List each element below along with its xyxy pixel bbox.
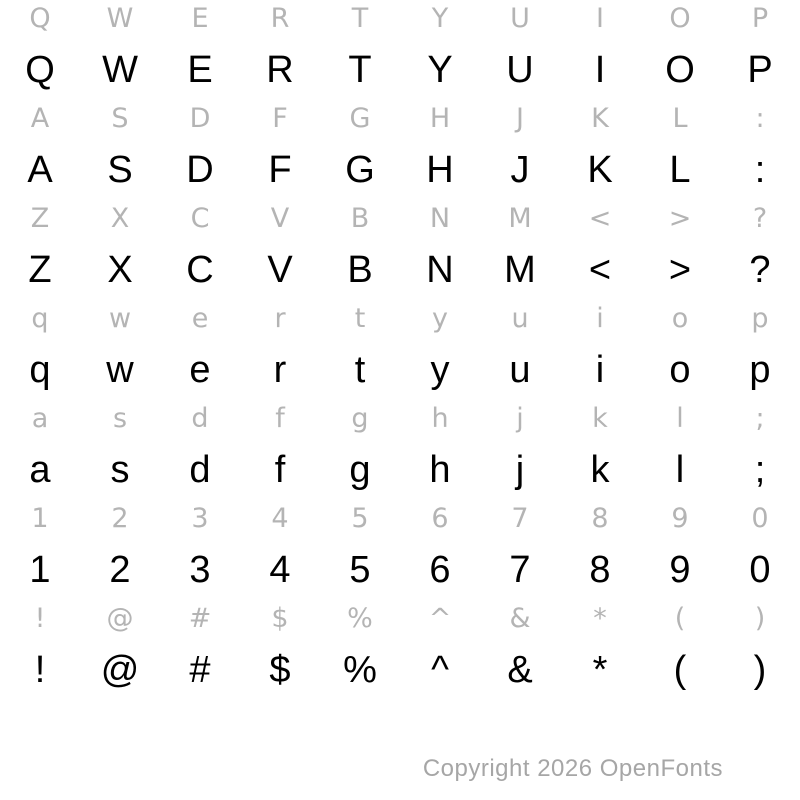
specimen-char: X xyxy=(107,249,133,291)
specimen-row-pair xyxy=(0,200,800,300)
specimen-char: q xyxy=(29,349,51,391)
specimen-row-pair xyxy=(0,100,800,200)
char-row-strong xyxy=(0,51,800,89)
specimen-char: N xyxy=(426,249,454,291)
specimen-char: y xyxy=(430,349,450,391)
specimen-char: J xyxy=(510,149,530,191)
specimen-char: Y xyxy=(431,3,449,34)
specimen-char: R xyxy=(270,3,290,34)
specimen-char: 6 xyxy=(431,503,449,534)
char-row-muted xyxy=(0,5,800,32)
specimen-char: P xyxy=(751,3,769,34)
specimen-char: M xyxy=(504,249,536,291)
specimen-char: < xyxy=(588,249,612,291)
specimen-char: w xyxy=(108,303,132,334)
specimen-char: 0 xyxy=(749,549,771,591)
specimen-char: U xyxy=(510,3,530,34)
specimen-char: # xyxy=(188,603,212,634)
specimen-char: N xyxy=(429,203,451,234)
specimen-char: t xyxy=(354,303,366,334)
specimen-char: 1 xyxy=(31,503,49,534)
specimen-char: f xyxy=(275,403,285,434)
specimen-char: k xyxy=(592,403,608,434)
specimen-char: i xyxy=(595,349,605,391)
specimen-char: e xyxy=(189,349,211,391)
specimen-char: d xyxy=(189,449,211,491)
specimen-char: j xyxy=(516,403,524,434)
specimen-char: R xyxy=(266,49,294,91)
char-row-strong xyxy=(0,551,800,589)
specimen-char: o xyxy=(671,303,689,334)
specimen-char: s xyxy=(112,403,128,434)
specimen-char: 3 xyxy=(189,549,211,591)
specimen-char: h xyxy=(431,403,449,434)
char-row-strong xyxy=(0,251,800,289)
specimen-char: V xyxy=(270,203,290,234)
specimen-row-pair xyxy=(0,500,800,600)
specimen-char: A xyxy=(30,103,50,134)
char-row-muted xyxy=(0,405,800,432)
specimen-char: u xyxy=(511,303,529,334)
specimen-char: X xyxy=(110,203,130,234)
specimen-char: o xyxy=(669,349,691,391)
specimen-char: ; xyxy=(755,403,765,434)
specimen-char: C xyxy=(186,249,214,291)
specimen-char: I xyxy=(596,3,604,34)
specimen-char: O xyxy=(669,3,691,34)
specimen-char: : xyxy=(755,103,765,134)
specimen-char: e xyxy=(191,303,209,334)
specimen-char: > xyxy=(668,249,692,291)
char-row-muted xyxy=(0,305,800,332)
specimen-row-pair xyxy=(0,400,800,500)
specimen-char: * xyxy=(592,649,608,691)
specimen-char: > xyxy=(668,203,692,234)
specimen-char: h xyxy=(429,449,451,491)
specimen-char: 7 xyxy=(509,549,531,591)
specimen-char: 4 xyxy=(271,503,289,534)
specimen-char: y xyxy=(432,303,448,334)
specimen-char: F xyxy=(272,103,288,134)
specimen-char: W xyxy=(102,49,138,91)
specimen-char: 9 xyxy=(671,503,689,534)
specimen-char: 4 xyxy=(269,549,291,591)
specimen-char: p xyxy=(749,349,771,391)
specimen-char: p xyxy=(751,303,769,334)
specimen-row-pair xyxy=(0,300,800,400)
specimen-char: q xyxy=(31,303,49,334)
char-row-strong xyxy=(0,151,800,189)
specimen-char: 6 xyxy=(429,549,451,591)
specimen-char: ) xyxy=(753,649,767,691)
char-row-strong xyxy=(0,351,800,389)
specimen-char: K xyxy=(591,103,609,134)
char-row-muted xyxy=(0,605,800,632)
specimen-char: E xyxy=(187,49,213,91)
specimen-char: W xyxy=(106,3,134,34)
specimen-char: H xyxy=(429,103,451,134)
specimen-char: 5 xyxy=(351,503,369,534)
specimen-char: f xyxy=(274,449,286,491)
specimen-char: G xyxy=(345,149,375,191)
specimen-char: ? xyxy=(752,203,768,234)
specimen-char: k xyxy=(590,449,610,491)
specimen-char: # xyxy=(189,649,211,691)
specimen-char: M xyxy=(508,203,532,234)
specimen-char: A xyxy=(27,149,53,191)
specimen-char: ) xyxy=(754,603,766,634)
specimen-char: l xyxy=(676,403,684,434)
specimen-char: 1 xyxy=(29,549,51,591)
specimen-char: Q xyxy=(25,49,55,91)
specimen-row-pair xyxy=(0,0,800,100)
specimen-char: u xyxy=(509,349,531,391)
specimen-char: l xyxy=(675,449,685,491)
specimen-char: B xyxy=(350,203,370,234)
specimen-char: * xyxy=(593,603,607,634)
specimen-char: @ xyxy=(106,603,134,634)
char-row-muted xyxy=(0,105,800,132)
specimen-char: O xyxy=(665,49,695,91)
specimen-char: ^ xyxy=(431,649,449,691)
char-row-strong xyxy=(0,651,800,689)
specimen-char: 3 xyxy=(191,503,209,534)
specimen-char: T xyxy=(348,49,372,91)
specimen-char: Q xyxy=(29,3,51,34)
specimen-char: ( xyxy=(673,649,687,691)
specimen-char: L xyxy=(672,103,688,134)
specimen-char: $ xyxy=(269,649,291,691)
specimen-char: % xyxy=(343,649,377,691)
char-row-strong xyxy=(0,451,800,489)
specimen-char: 2 xyxy=(109,549,131,591)
specimen-char: ( xyxy=(674,603,686,634)
specimen-char: 5 xyxy=(349,549,371,591)
specimen-char: ^ xyxy=(428,603,452,634)
specimen-char: i xyxy=(596,303,604,334)
specimen-char: Z xyxy=(30,203,50,234)
specimen-char: J xyxy=(516,103,524,134)
specimen-char: T xyxy=(351,3,369,34)
specimen-char: 7 xyxy=(511,503,529,534)
copyright-text: Copyright 2026 OpenFonts xyxy=(422,755,723,782)
specimen-char: a xyxy=(31,403,49,434)
specimen-char: Y xyxy=(427,49,453,91)
specimen-char: & xyxy=(507,649,533,691)
specimen-char: $ xyxy=(271,603,289,634)
specimen-char: ? xyxy=(749,249,771,291)
specimen-char: H xyxy=(426,149,454,191)
specimen-char: U xyxy=(506,49,534,91)
specimen-char: V xyxy=(267,249,293,291)
specimen-char: r xyxy=(273,349,287,391)
specimen-char: @ xyxy=(100,649,140,691)
specimen-char: t xyxy=(354,349,366,391)
specimen-char: 9 xyxy=(669,549,691,591)
specimen-char: D xyxy=(186,149,214,191)
specimen-char: I xyxy=(594,49,606,91)
specimen-char: E xyxy=(191,3,209,34)
specimen-char: & xyxy=(509,603,531,634)
specimen-char: % xyxy=(347,603,373,634)
specimen-char: D xyxy=(189,103,211,134)
specimen-char: 0 xyxy=(751,503,769,534)
specimen-char: ! xyxy=(34,603,46,634)
specimen-char: 2 xyxy=(111,503,129,534)
specimen-char: F xyxy=(268,149,292,191)
specimen-char: B xyxy=(347,249,373,291)
specimen-char: s xyxy=(110,449,130,491)
specimen-char: d xyxy=(191,403,209,434)
specimen-char: C xyxy=(190,203,210,234)
specimen-char: S xyxy=(107,149,133,191)
specimen-char: j xyxy=(515,449,525,491)
specimen-char: < xyxy=(588,203,612,234)
specimen-char: g xyxy=(351,403,369,434)
specimen-char: K xyxy=(587,149,613,191)
specimen-row-pair xyxy=(0,600,800,700)
specimen-char: w xyxy=(106,349,134,391)
specimen-char: S xyxy=(111,103,129,134)
specimen-char: r xyxy=(274,303,286,334)
specimen-char: ; xyxy=(754,449,766,491)
specimen-char: Z xyxy=(28,249,52,291)
char-row-muted xyxy=(0,505,800,532)
specimen-char: : xyxy=(754,149,766,191)
specimen-char: g xyxy=(349,449,371,491)
specimen-char: 8 xyxy=(589,549,611,591)
specimen-char: a xyxy=(29,449,51,491)
specimen-char: P xyxy=(747,49,773,91)
specimen-char: 8 xyxy=(591,503,609,534)
specimen-char: L xyxy=(669,149,691,191)
specimen-char: G xyxy=(349,103,371,134)
char-row-muted xyxy=(0,205,800,232)
specimen-char: ! xyxy=(34,649,46,691)
